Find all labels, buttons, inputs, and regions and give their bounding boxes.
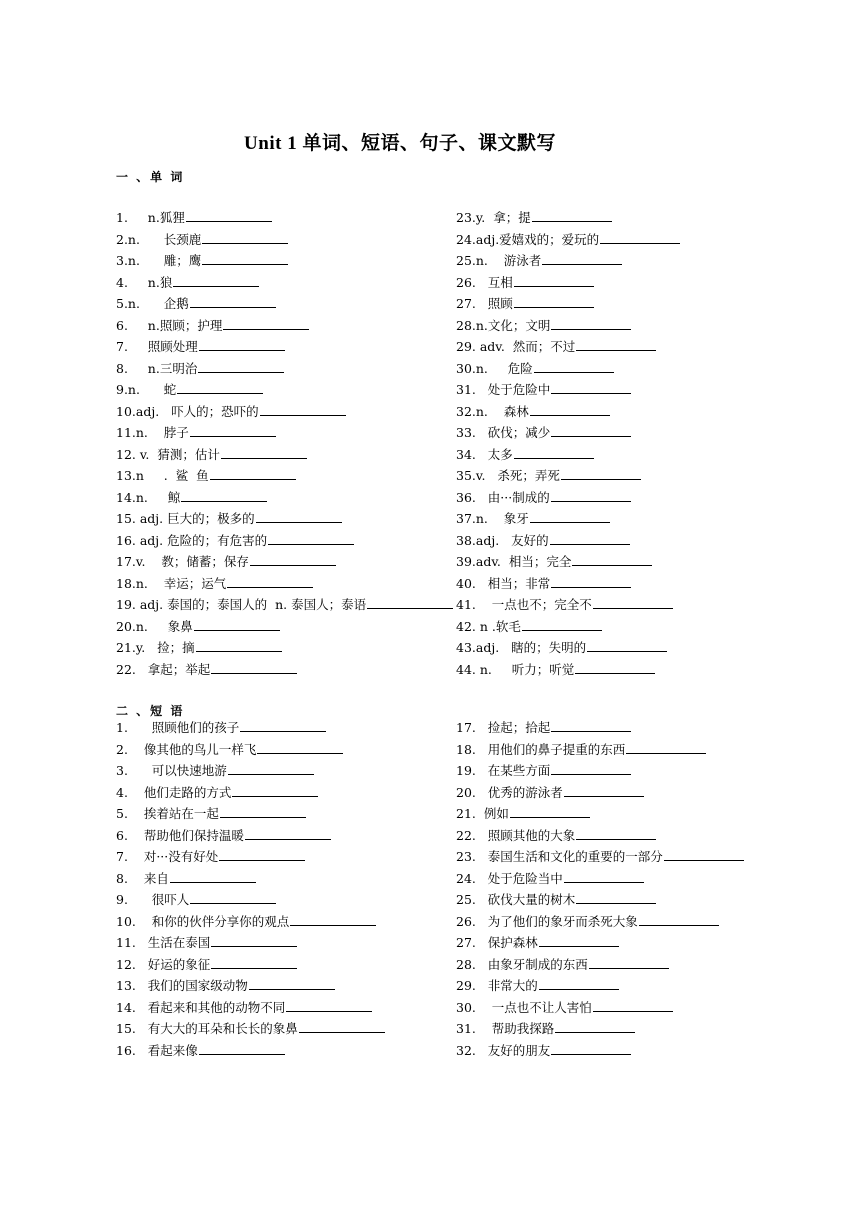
vocabulary-row-right-item (456, 659, 655, 681)
answer-blank[interactable] (564, 869, 644, 883)
vocabulary-row (116, 530, 796, 552)
phrase-row (116, 1040, 796, 1062)
phrase-row-left-item (116, 911, 376, 933)
prompt-text: 26. 为了他们的象牙而杀死大象 (456, 913, 638, 929)
vocabulary-row-left-item (116, 379, 263, 401)
phrase-row (116, 868, 796, 890)
vocabulary-row-right-item (456, 637, 667, 659)
prompt-text: 37.n. 象牙 (456, 511, 529, 526)
phrase-row-right-item (456, 1018, 635, 1040)
prompt-text: 16. 看起来像 (116, 1042, 198, 1058)
prompt-text: 10.adj. 吓人的；恐吓的 (116, 403, 259, 419)
vocabulary-row-right-item (456, 272, 594, 294)
vocabulary-row-right-item (456, 379, 631, 401)
prompt-text: 38.adj. 友好的 (456, 532, 549, 548)
answer-blank[interactable] (542, 251, 622, 265)
prompt-text: 20.n. 象鼻 (116, 618, 193, 634)
prompt-text: 21.y. 捡；摘 (116, 640, 195, 655)
phrases-list (116, 717, 796, 1061)
section-phrases-heading: 二 、短 语 (116, 704, 185, 718)
prompt-text: 32.n. 森林 (456, 403, 529, 419)
answer-blank[interactable] (177, 380, 263, 394)
answer-blank[interactable] (530, 402, 610, 416)
prompt-text: 23.y. 拿；提 (456, 210, 531, 225)
vocabulary-row-right-item (456, 422, 631, 444)
phrase-row-left-item (116, 1040, 285, 1062)
prompt-text: 6. 帮助他们保持温暖 (116, 827, 244, 843)
answer-blank[interactable] (593, 595, 673, 609)
phrase-row (116, 803, 796, 825)
vocabulary-row-left-item (116, 616, 280, 638)
answer-blank[interactable] (532, 208, 612, 222)
answer-blank[interactable] (221, 445, 307, 459)
answer-blank[interactable] (367, 595, 453, 609)
prompt-text: 27. 照顾 (456, 296, 513, 311)
answer-blank[interactable] (181, 488, 267, 502)
answer-blank[interactable] (299, 1019, 385, 1033)
answer-blank[interactable] (539, 933, 619, 947)
answer-blank[interactable] (219, 847, 305, 861)
phrase-row-left-item (116, 997, 372, 1019)
answer-blank[interactable] (250, 552, 336, 566)
prompt-text: 17.v. 教；储蓄；保存 (116, 554, 249, 569)
prompt-text: 3.n. 雕；鹰 (116, 253, 202, 268)
phrase-row-left-item (116, 954, 297, 976)
answer-blank[interactable] (576, 890, 656, 904)
vocabulary-row-right-item (456, 551, 652, 573)
vocabulary-row (116, 551, 796, 573)
answer-blank[interactable] (199, 337, 285, 351)
prompt-text: 10. 和你的伙伴分享你的观点 (116, 913, 290, 929)
prompt-text: 15. 有大大的耳朵和长长的象鼻 (116, 1021, 298, 1036)
prompt-text: 25. 砍伐大量的树木 (456, 892, 576, 907)
phrase-row-left-item (116, 717, 326, 739)
vocabulary-row-left-item (116, 358, 284, 380)
prompt-text: 11. 生活在泰国 (116, 935, 211, 950)
vocabulary-row-right-item (456, 594, 673, 616)
answer-blank[interactable] (550, 531, 630, 545)
prompt-text: 31. 处于危险中 (456, 382, 551, 397)
answer-blank[interactable] (551, 423, 631, 437)
prompt-text: 22. 照顾其他的大象 (456, 827, 576, 843)
answer-blank[interactable] (534, 359, 614, 373)
answer-blank[interactable] (551, 1041, 631, 1055)
answer-blank[interactable] (564, 783, 644, 797)
phrase-row (116, 954, 796, 976)
vocabulary-row-left-item (116, 229, 288, 251)
vocabulary-row-left-item (116, 637, 282, 659)
vocabulary-row-left-item (116, 293, 276, 315)
prompt-text: 14.n. 鲸 (116, 489, 181, 505)
answer-blank[interactable] (211, 933, 297, 947)
answer-blank[interactable] (522, 617, 602, 631)
prompt-text: 12. 好运的象征 (116, 956, 211, 972)
phrase-row-right-item (456, 932, 619, 954)
vocabulary-row-left-item (116, 573, 313, 595)
phrase-row (116, 739, 796, 761)
vocabulary-row-right-item (456, 616, 602, 638)
vocabulary-row-right-item (456, 315, 631, 337)
answer-blank[interactable] (551, 574, 631, 588)
answer-blank[interactable] (286, 998, 372, 1012)
vocabulary-row-left-item (116, 594, 453, 616)
answer-blank[interactable] (600, 230, 680, 244)
answer-blank[interactable] (555, 1019, 635, 1033)
prompt-text: 8. 来自 (116, 870, 169, 886)
vocabulary-row (116, 422, 796, 444)
phrase-row (116, 932, 796, 954)
phrase-row-right-item (456, 825, 656, 847)
answer-blank[interactable] (551, 718, 631, 732)
phrase-row-left-item (116, 739, 343, 761)
section-vocabulary-heading: 一 、单 词 (116, 170, 185, 184)
answer-blank[interactable] (587, 638, 667, 652)
vocabulary-row (116, 508, 796, 530)
phrase-row-right-item (456, 889, 656, 911)
vocabulary-row (116, 444, 796, 466)
vocabulary-row-right-item (456, 444, 594, 466)
answer-blank[interactable] (639, 912, 719, 926)
phrase-row-left-item (116, 782, 318, 804)
answer-blank[interactable] (561, 466, 641, 480)
phrase-row (116, 782, 796, 804)
phrase-row-right-item (456, 846, 744, 868)
prompt-text: 18.n. 幸运；运气 (116, 575, 227, 591)
answer-blank[interactable] (551, 316, 631, 330)
phrase-row-left-item (116, 760, 314, 782)
prompt-text: 34. 太多 (456, 446, 513, 462)
prompt-text: 29. adv. 然而；不过 (456, 339, 576, 354)
answer-blank[interactable] (576, 337, 656, 351)
answer-blank[interactable] (539, 976, 619, 990)
answer-blank[interactable] (210, 466, 296, 480)
prompt-text: 11.n. 脖子 (116, 425, 189, 440)
answer-blank[interactable] (220, 804, 306, 818)
phrase-row (116, 997, 796, 1019)
vocabulary-row (116, 401, 796, 423)
prompt-text: 19. 在某些方面 (456, 763, 551, 778)
phrase-row-left-item (116, 932, 297, 954)
phrase-row-right-item (456, 975, 619, 997)
prompt-text: 1. n.狐狸 (116, 210, 185, 225)
phrase-row-right-item (456, 760, 631, 782)
prompt-text: 36. 由···制成的 (456, 489, 550, 505)
prompt-text: 4. n.狼 (116, 274, 173, 290)
vocabulary-row-left-item (116, 465, 296, 487)
phrase-row-right-item (456, 1040, 631, 1062)
prompt-text: 9.n. 蛇 (116, 382, 177, 397)
vocabulary-row-left-item (116, 336, 285, 358)
vocabulary-row (116, 659, 796, 681)
answer-blank[interactable] (232, 783, 318, 797)
answer-blank[interactable] (256, 509, 342, 523)
phrase-row-right-item (456, 717, 631, 739)
vocabulary-row (116, 379, 796, 401)
vocabulary-row-right-item (456, 465, 641, 487)
vocabulary-row (116, 594, 796, 616)
prompt-text: 24.adj.爱嬉戏的；爱玩的 (456, 231, 600, 247)
vocabulary-row-left-item (116, 444, 307, 466)
prompt-text: 28.n.文化；文明 (456, 317, 551, 333)
prompt-text: 7. 照顾处理 (116, 339, 198, 354)
vocabulary-row-right-item (456, 293, 594, 315)
prompt-text: 26. 互相 (456, 274, 513, 290)
prompt-text: 8. n.三明治 (116, 360, 198, 376)
phrase-row (116, 1018, 796, 1040)
answer-blank[interactable] (228, 761, 314, 775)
phrase-row-left-item (116, 846, 305, 868)
answer-blank[interactable] (211, 955, 297, 969)
vocabulary-row (116, 250, 796, 272)
prompt-text: 2. 像其他的鸟儿一样飞 (116, 741, 257, 757)
vocabulary-row (116, 207, 796, 229)
answer-blank[interactable] (190, 294, 276, 308)
vocabulary-row (116, 573, 796, 595)
vocabulary-row-left-item (116, 422, 276, 444)
answer-blank[interactable] (514, 445, 594, 459)
answer-blank[interactable] (575, 660, 655, 674)
answer-blank[interactable] (626, 740, 706, 754)
vocabulary-row-left-item (116, 530, 354, 552)
phrase-row-right-item (456, 997, 673, 1019)
vocabulary-row (116, 293, 796, 315)
answer-blank[interactable] (190, 890, 276, 904)
prompt-text: 18. 用他们的鼻子提重的东西 (456, 741, 626, 757)
prompt-text: 9. 很吓人 (116, 892, 190, 907)
vocabulary-row-right-item (456, 229, 680, 251)
phrase-row-right-item (456, 739, 706, 761)
prompt-text: 2.n. 长颈鹿 (116, 231, 202, 247)
prompt-text: 22. 拿起；举起 (116, 661, 211, 677)
prompt-text: 28. 由象牙制成的东西 (456, 956, 588, 972)
prompt-text: 16. adj. 危险的；有危害的 (116, 532, 268, 548)
prompt-text: 19. adj. 泰国的；泰国人的 n. 泰国人；泰语 (116, 597, 367, 612)
answer-blank[interactable] (551, 380, 631, 394)
vocabulary-row-left-item (116, 272, 259, 294)
prompt-text: 43.adj. 瞎的；失明的 (456, 640, 587, 655)
answer-blank[interactable] (170, 869, 256, 883)
phrase-row-right-item (456, 868, 644, 890)
vocabulary-row-left-item (116, 401, 346, 423)
phrase-row (116, 846, 796, 868)
prompt-text: 31. 帮助我探路 (456, 1021, 555, 1036)
answer-blank[interactable] (257, 740, 343, 754)
vocabulary-row-right-item (456, 530, 630, 552)
phrase-row (116, 889, 796, 911)
prompt-text: 30. 一点也不让人害怕 (456, 999, 592, 1015)
vocabulary-row-right-item (456, 508, 610, 530)
phrase-row-left-item (116, 803, 306, 825)
prompt-text: 21. 例如 (456, 806, 509, 821)
vocabulary-row (116, 358, 796, 380)
answer-blank[interactable] (227, 574, 313, 588)
prompt-text: 23. 泰国生活和文化的重要的一部分 (456, 849, 663, 864)
vocabulary-row (116, 315, 796, 337)
phrase-row-right-item (456, 911, 719, 933)
vocabulary-row (116, 637, 796, 659)
prompt-text: 40. 相当；非常 (456, 575, 551, 591)
answer-blank[interactable] (589, 955, 669, 969)
prompt-text: 6. n.照顾；护理 (116, 317, 223, 333)
vocabulary-row-right-item (456, 573, 631, 595)
answer-blank[interactable] (290, 912, 376, 926)
prompt-text: 41. 一点也不；完全不 (456, 597, 592, 612)
answer-blank[interactable] (245, 826, 331, 840)
answer-blank[interactable] (223, 316, 309, 330)
vocabulary-list (116, 207, 796, 680)
vocabulary-row (116, 272, 796, 294)
prompt-text: 27. 保护森林 (456, 935, 538, 950)
vocabulary-row (116, 616, 796, 638)
prompt-text: 30.n. 危险 (456, 360, 533, 376)
vocabulary-row (116, 336, 796, 358)
answer-blank[interactable] (173, 273, 259, 287)
phrase-row (116, 911, 796, 933)
phrase-row-right-item (456, 803, 590, 825)
vocabulary-row (116, 487, 796, 509)
phrase-row-left-item (116, 889, 276, 911)
answer-blank[interactable] (202, 230, 288, 244)
vocabulary-row-left-item (116, 250, 288, 272)
prompt-text: 15. adj. 巨大的；极多的 (116, 511, 255, 526)
answer-blank[interactable] (199, 1041, 285, 1055)
answer-blank[interactable] (268, 531, 354, 545)
prompt-text: 33. 砍伐；减少 (456, 425, 551, 440)
phrase-row-right-item (456, 954, 669, 976)
answer-blank[interactable] (240, 718, 326, 732)
answer-blank[interactable] (514, 294, 594, 308)
prompt-text: 1. 照顾他们的孩子 (116, 720, 240, 735)
answer-blank[interactable] (196, 638, 282, 652)
prompt-text: 35.v. 杀死；弄死 (456, 468, 560, 483)
prompt-text: 4. 他们走路的方式 (116, 784, 232, 800)
prompt-text: 39.adv. 相当；完全 (456, 554, 572, 569)
prompt-text: 32. 友好的朋友 (456, 1042, 551, 1058)
vocabulary-row-left-item (116, 487, 267, 509)
prompt-text: 13.n . 鲨 鱼 (116, 468, 209, 483)
prompt-text: 14. 看起来和其他的动物不同 (116, 999, 286, 1015)
prompt-text: 12. v. 猜测；估计 (116, 446, 220, 462)
vocabulary-row-right-item (456, 358, 614, 380)
answer-blank[interactable] (198, 359, 284, 373)
answer-blank[interactable] (572, 552, 652, 566)
phrase-row (116, 760, 796, 782)
answer-blank[interactable] (194, 617, 280, 631)
phrase-row (116, 975, 796, 997)
vocabulary-row-right-item (456, 401, 610, 423)
prompt-text: 44. n. 听力；听觉 (456, 661, 575, 677)
prompt-text: 25.n. 游泳者 (456, 253, 542, 268)
prompt-text: 42. n .软毛 (456, 618, 521, 634)
prompt-text: 3. 可以快速地游 (116, 763, 227, 778)
answer-blank[interactable] (593, 998, 673, 1012)
page-title: Unit 1 单词、短语、句子、课文默写 (244, 133, 556, 154)
prompt-text: 5. 挨着站在一起 (116, 806, 219, 821)
vocabulary-row (116, 229, 796, 251)
vocabulary-row-right-item (456, 487, 631, 509)
phrase-row-left-item (116, 1018, 385, 1040)
phrase-row-right-item (456, 782, 644, 804)
phrase-row-left-item (116, 868, 256, 890)
prompt-text: 5.n. 企鹅 (116, 296, 189, 311)
answer-blank[interactable] (551, 488, 631, 502)
prompt-text: 24. 处于危险当中 (456, 870, 563, 886)
answer-blank[interactable] (530, 509, 610, 523)
answer-blank[interactable] (190, 423, 276, 437)
prompt-text: 17. 捡起；拾起 (456, 720, 551, 735)
prompt-text: 7. 对···没有好处 (116, 849, 219, 864)
answer-blank[interactable] (551, 761, 631, 775)
phrase-row-left-item (116, 825, 331, 847)
answer-blank[interactable] (510, 804, 590, 818)
vocabulary-row-right-item (456, 207, 612, 229)
vocabulary-row-right-item (456, 250, 622, 272)
phrase-row (116, 825, 796, 847)
answer-blank[interactable] (249, 976, 335, 990)
answer-blank[interactable] (202, 251, 288, 265)
vocabulary-row-left-item (116, 659, 297, 681)
answer-blank[interactable] (576, 826, 656, 840)
answer-blank[interactable] (514, 273, 594, 287)
vocabulary-row-left-item (116, 508, 342, 530)
vocabulary-row-right-item (456, 336, 656, 358)
answer-blank[interactable] (664, 847, 744, 861)
answer-blank[interactable] (211, 660, 297, 674)
vocabulary-row (116, 465, 796, 487)
answer-blank[interactable] (186, 208, 272, 222)
answer-blank[interactable] (260, 402, 346, 416)
phrase-row (116, 717, 796, 739)
prompt-text: 29. 非常大的 (456, 978, 538, 993)
vocabulary-row-left-item (116, 551, 336, 573)
vocabulary-row-left-item (116, 207, 272, 229)
vocabulary-row-left-item (116, 315, 309, 337)
prompt-text: 20. 优秀的游泳者 (456, 784, 563, 800)
phrase-row-left-item (116, 975, 335, 997)
prompt-text: 13. 我们的国家级动物 (116, 978, 248, 993)
